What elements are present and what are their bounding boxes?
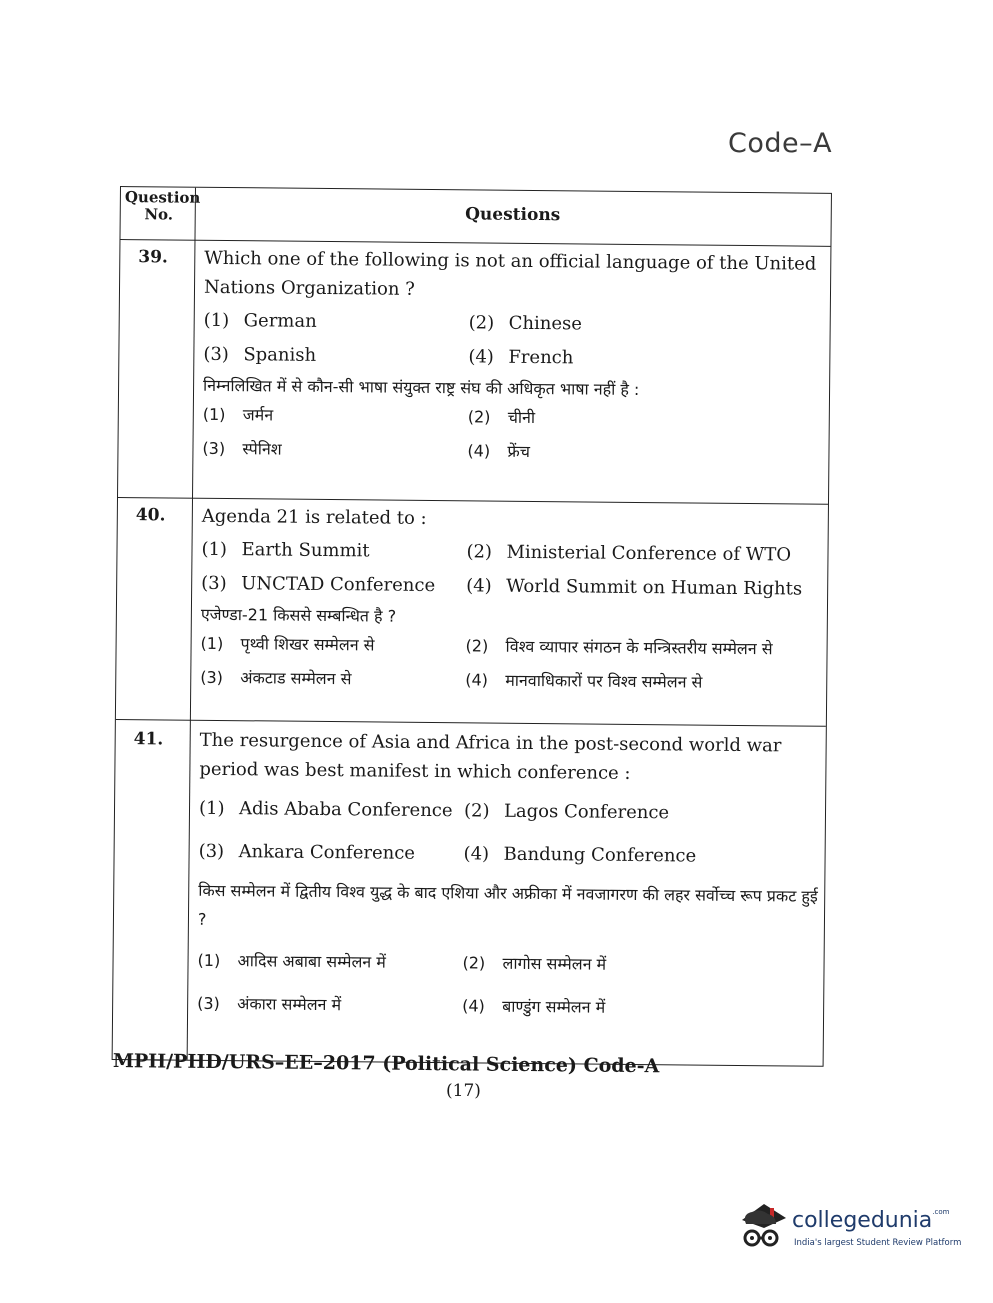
question-table [112, 186, 832, 1067]
option: (4) मानवाधिकारों पर विश्व सम्मेलन से [465, 670, 703, 692]
option: (4) बाण्डुंग सम्मेलन में [462, 996, 606, 1017]
option: (4) World Summit on Human Rights [466, 575, 803, 600]
option: (3) अंकारा सम्मेलन में [197, 993, 342, 1015]
question-stem-en: Agenda 21 is related to : [201, 505, 427, 529]
options-hi [202, 400, 823, 469]
header-questions: Questions [465, 204, 561, 226]
options-en [198, 794, 819, 872]
question-stem-hi: निम्नलिखित में से कौन-सी भाषा संयुक्त राष्ट्र संघ की अधिकृत भाषा नहीं है : [202, 375, 640, 399]
option: (4) Bandung Conference [463, 843, 697, 867]
options-hi [200, 629, 821, 698]
option: (3) UNCTAD Conference [201, 572, 436, 597]
option: (1) Earth Summit [201, 538, 370, 562]
option: (1) Adis Ababa Conference [198, 797, 453, 822]
question-stem-hi: किस सम्मेलन में द्वितीय विश्व युद्ध के बाद एशिया और अफ्रीका में नवजागरण की लहर सर्वोच्च रूप प्रकट हुई ? [197, 880, 818, 929]
option: (1) जर्मन [202, 404, 274, 425]
paper-code: Code–A [728, 128, 833, 159]
option: (2) विश्व व्यापार संगठन के मन्त्रिस्तरीय सम्मेलन से [465, 636, 773, 659]
option: (2) Lagos Conference [463, 800, 670, 824]
mascot-icon [734, 1198, 790, 1254]
option: (3) Spanish [203, 343, 317, 366]
brand-name: collegedunia$^{.com}$ [792, 1208, 950, 1233]
question-stem-en: The resurgence of Asia and Africa in the post-second world war period was best manifest in which conference : [199, 729, 782, 784]
option: (2) Ministerial Conference of WTO [466, 541, 792, 566]
question-39 [202, 244, 824, 469]
question-number: 41. [133, 729, 164, 750]
question-number: 39. [138, 247, 168, 268]
option: (1) आदिस अबाबा सम्मेलन में [197, 950, 386, 972]
question-41 [197, 726, 820, 1024]
question-40 [200, 502, 822, 698]
table-header [120, 187, 830, 247]
option: (3) स्पेनिश [202, 438, 282, 459]
option: (2) लागोस सम्मेलन में [462, 953, 607, 974]
column-divider [187, 188, 196, 1060]
paper-footer: MPH/PHD/URS–EE–2017 (Political Science) Code-A [112, 1050, 660, 1078]
question-number: 40. [135, 505, 166, 526]
collegedunia-logo [734, 1198, 964, 1258]
option: (2) चीनी [467, 407, 536, 427]
question-stem-hi: एजेण्डा-21 किससे सम्बन्धित है ? [200, 604, 397, 626]
option: (4) फ्रेंच [467, 441, 531, 461]
option: (4) French [468, 346, 574, 369]
option: (3) Ankara Conference [198, 840, 416, 864]
options-en [201, 535, 822, 604]
page-number: (17) [446, 1081, 481, 1101]
option: (1) German [203, 309, 317, 332]
options-hi [197, 946, 818, 1024]
option: (1) पृथ्वी शिखर सम्मेलन से [200, 633, 375, 655]
options-en [203, 306, 824, 375]
brand-tagline: India's largest Student Review Platform [794, 1238, 962, 1248]
option: (3) अंकटाड सम्मेलन से [200, 667, 352, 689]
option: (2) Chinese [468, 312, 583, 335]
header-question-no: Question No. [124, 188, 201, 224]
question-stem-en: Which one of the following is not an official language of the United Nations Organization ? [203, 247, 817, 300]
